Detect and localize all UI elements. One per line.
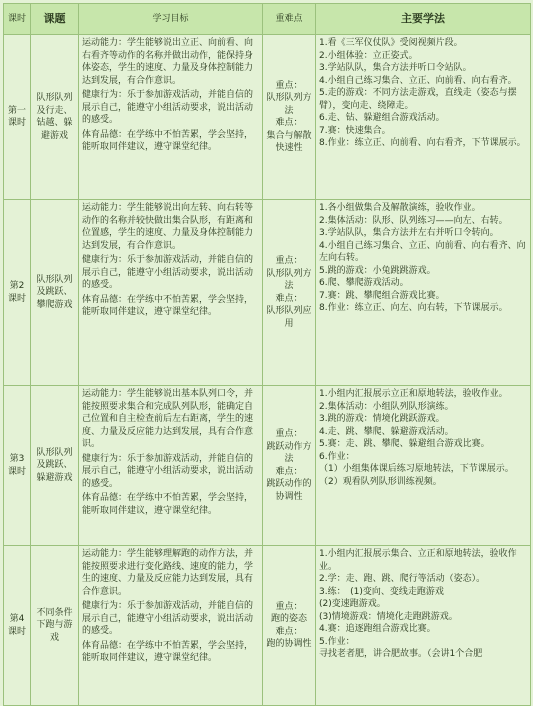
method-item: 8.作业：练立正、向左、向右转，下节课展示。 [319, 303, 508, 313]
objective-morality: 体育品德：在学练中不怕苦累，学会坚持，能听取同伴建议，遵守课堂纪律。 [82, 294, 254, 317]
method-item: 7.赛：快速集合。 [319, 125, 391, 136]
focus-label: 重点： [275, 80, 303, 91]
header-objectives: 学习目标 [79, 4, 263, 35]
focus-text: 队形队列方法 [266, 93, 312, 116]
method-item: 1.看《三军仪仗队》受阅视频片段。 [319, 38, 463, 48]
table-row [4, 200, 531, 386]
method-item: 3.学站队队，集合方法并左右并听口令转向。 [319, 228, 499, 238]
method-item: 5.走的游戏：不同方法走游戏，直线走（姿态与摆臂），变向走、绕障走。 [319, 88, 517, 111]
method-item: （2）观看队列队形训练视频。 [319, 476, 442, 487]
method-item: 1.小组内汇报展示集合、立正和原地转法，验收作业。 [319, 549, 517, 572]
method-item: （1）小组集体课后练习原地转法，下节课展示。 [319, 464, 514, 474]
objective-motor: 运动能力：学生能够说出向左转、向右转等动作的名称并较快做出集合队形，有距离和位置感，学生的速度、力量及身体控制能力达到发展，有合作意识。 [82, 203, 254, 251]
header-key-points: 重难点 [263, 4, 316, 35]
focus-cell [263, 546, 316, 706]
focus-text: 队形队列方法 [266, 268, 312, 291]
method-item: 4.赛：追逐跑组合游戏比赛。 [319, 624, 436, 634]
table-row [4, 546, 531, 706]
method-item: 3.练： (1)变向、变线走跑游戏 [319, 586, 444, 597]
objective-health: 健康行为：乐于参加游戏活动，并能自信的展示自己，能遵守小组活动要求，说出活动的感受。 [82, 255, 254, 290]
objective-morality: 体育品德：在学练中不怕苦累，学会坚持，能听取同伴建议，遵守课堂纪律。 [82, 129, 254, 152]
objective-morality: 体育品德：在学练中不怕苦累，学会坚持，能听取同伴建议，遵守课堂纪律。 [82, 640, 254, 663]
focus-label: 重点： [275, 256, 303, 266]
lesson-cell: 第4课时 [4, 546, 31, 706]
objective-health: 健康行为：乐于参加游戏活动，并能自信的展示自己，能遵守小组活动要求，说出活动的感受。 [82, 453, 254, 489]
methods-cell [316, 386, 531, 546]
method-item: 2.集体活动：小组队列队形演练。 [319, 401, 454, 412]
method-item: 8.作业：练立正、向前看、向右看齐，下节课展示。 [319, 138, 526, 148]
focus-cell [263, 386, 316, 546]
table-row [4, 35, 531, 200]
objectives-cell [79, 546, 263, 706]
topic-cell: 队形队列及跳跃、攀爬游戏 [31, 200, 79, 386]
lesson-cell: 第2课时 [4, 200, 31, 386]
method-item: (2)变速跑游戏。 [319, 599, 386, 609]
method-item: 3.跳的游戏：情境化跳跃游戏。 [319, 414, 445, 424]
focus-text: 跑的姿态 [270, 614, 307, 624]
method-item: 5.跳的游戏：小兔跳跳游戏。 [319, 265, 436, 276]
difficulty-label: 难点： [275, 466, 303, 477]
method-item: (3)情境游戏：情境化走跑跳游戏。 [319, 611, 458, 622]
difficulty-text: 跑的协调性 [266, 639, 312, 649]
focus-label: 重点： [275, 429, 303, 439]
objectives-cell [79, 200, 263, 386]
methods-cell [316, 35, 531, 200]
difficulty-text: 集合与解散快速性 [266, 130, 312, 153]
method-item: 寻找老者肥，讲合肥故事。（会讲1个合肥 [319, 649, 483, 659]
focus-text: 跳跃动作方法 [266, 441, 312, 464]
difficulty-label: 难点： [275, 293, 303, 304]
method-item: 5.赛：走、跳、攀爬、躲避组合游戏比赛。 [319, 439, 490, 449]
objective-motor: 运动能力：学生能够理解跑的动作方法，并能按照要求进行变化路线、速度的能力，学生的速度、力量及反应能力达到发展，具有合作意识。 [82, 549, 254, 597]
table-header-row [4, 4, 531, 35]
method-item: 3.学站队队，集合方法并听口令站队。 [319, 63, 472, 73]
method-item: 6.爬、攀爬游戏活动。 [319, 278, 409, 288]
objective-health: 健康行为：乐于参加游戏活动，并能自信的展示自己，能遵守小组活动要求，说出活动的感受。 [82, 601, 254, 636]
method-item: 5.作业： [319, 636, 355, 647]
table-row [4, 386, 531, 546]
method-item: 2.学：走、跑、跳、爬行等活动（姿态）。 [319, 574, 486, 584]
method-item: 7.赛：跳、攀爬组合游戏比赛。 [319, 290, 445, 301]
objective-health: 健康行为：乐于参加游戏活动，并能自信的展示自己，能遵守小组活动要求，说出活动的感受。 [82, 90, 254, 125]
method-item: 2.集体活动：队形、队列练习——向左、右转。 [319, 215, 508, 226]
method-item: 4.小组自己练习集合、立正、向前看、向右看齐。 [319, 75, 517, 86]
method-item: 4.小组自己练习集合、立正、向前看、向右看齐、向左向右转。 [319, 240, 526, 263]
method-item: 1.小组内汇报展示立正和原地转法，验收作业。 [319, 389, 508, 399]
topic-cell: 不同条件下跑与游戏 [31, 546, 79, 706]
objectives-cell [79, 35, 263, 200]
methods-cell [316, 200, 531, 386]
methods-cell [316, 546, 531, 706]
method-item: 2.小组体验：立正姿式。 [319, 50, 418, 61]
objective-motor: 运动能力：学生能够说出基本队列口令，并能按照要求集合和完成队列队形，能确定自己位置和自主检查前后左右距离，学生的速度、力量及反应能力达到发展，具有合作意识。 [82, 389, 254, 449]
focus-cell [263, 200, 316, 386]
focus-cell [263, 35, 316, 200]
difficulty-label: 难点： [275, 626, 303, 637]
difficulty-text: 跳跃动作的协调性 [266, 479, 312, 502]
lesson-plan-table [3, 3, 531, 706]
method-item: 1.各小组做集合及解散演练，验收作业。 [319, 203, 481, 213]
difficulty-text: 队形队列应用 [266, 306, 312, 329]
focus-label: 重点： [275, 601, 303, 612]
lesson-cell: 第3课时 [4, 386, 31, 546]
topic-cell: 队形队列及跳跃、躲避游戏 [31, 386, 79, 546]
table-body [4, 35, 531, 706]
objectives-cell [79, 386, 263, 546]
lesson-cell: 第一课时 [4, 35, 31, 200]
method-item: 6.作业： [319, 451, 355, 462]
objective-morality: 体育品德：在学练中不怕苦累，学会坚持，能听取同伴建议，遵守课堂纪律。 [82, 493, 254, 516]
method-item: 4.走、跳、攀爬、躲避游戏活动。 [319, 426, 454, 437]
header-methods: 主要学法 [316, 4, 531, 35]
method-item: 6.走、钻、躲避组合游戏活动。 [319, 113, 445, 123]
header-topic: 课题 [31, 4, 79, 35]
objective-motor: 运动能力：学生能够说出立正、向前看、向右看齐等动作的名称并做出动作，能保持身体姿态，学生的速度、力量及身体控制能力达到发展，有合作意识。 [82, 38, 254, 86]
header-lesson: 课时 [4, 4, 31, 35]
difficulty-label: 难点： [275, 118, 303, 128]
topic-cell: 队形队列及行走、钻越、躲避游戏 [31, 35, 79, 200]
